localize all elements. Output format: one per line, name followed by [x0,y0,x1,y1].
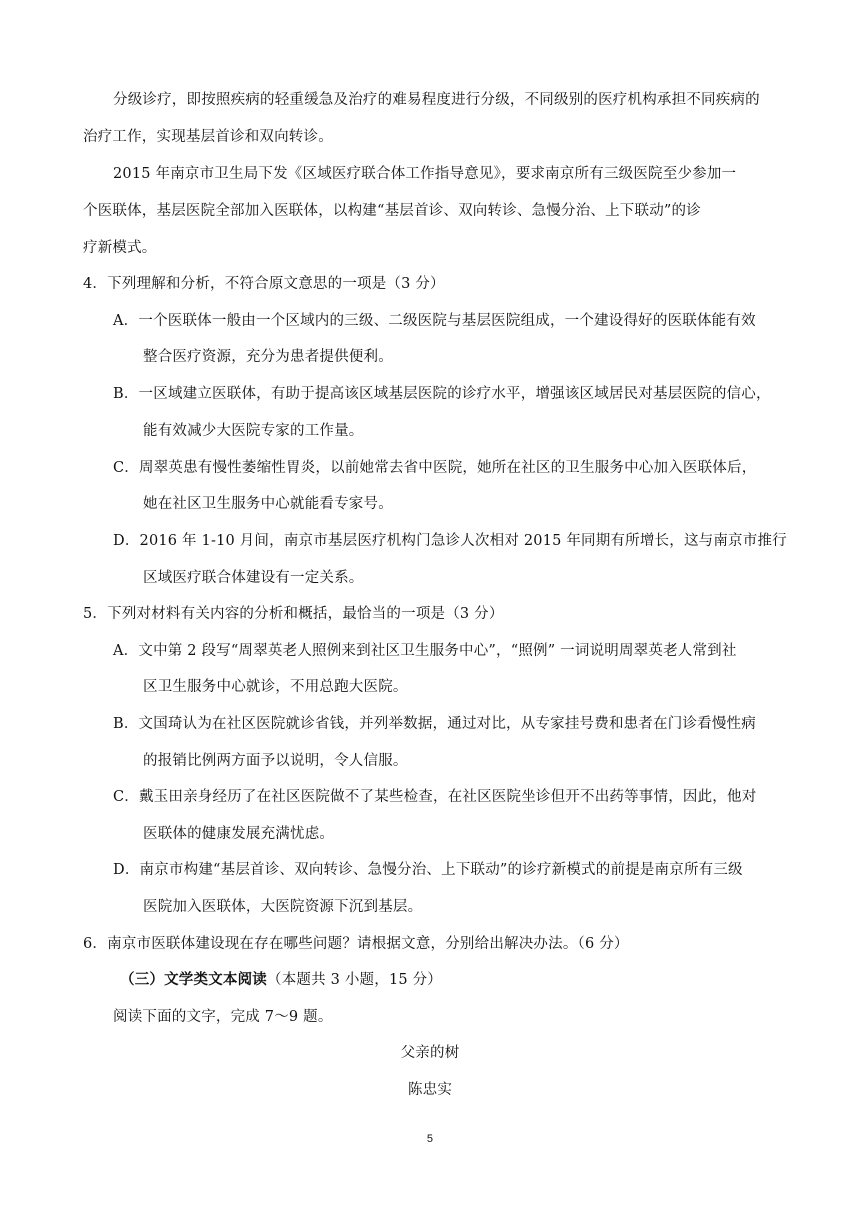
question-4-option-b: B．一区域建立医联体，有助于提高该区域基层医院的诊疗水平，增强该区域居民对基层医院的信心， [113,386,771,402]
question-5-option-c: C．戴玉田亲身经历了在社区医院做不了某些检查，在社区医院坐诊但开不出药等事情，因此，他对 [113,789,757,805]
section-3-heading: （三）文学类文本阅读 [120,971,267,988]
question-4-option-d: D．2016 年 1-10 月间，南京市基层医疗机构门急诊人次相对 2015 年同期有所增长，这与南京市推行 [113,533,787,549]
question-5-option-b: B．文国琦认为在社区医院就诊省钱，并列举数据，通过对比，从专家挂号费和患者在门诊看慢性病 [113,716,756,732]
article-title: 父亲的树 [400,1045,460,1061]
page-number: 5 [426,1133,434,1145]
question-5-stem: 5．下列对材料有关内容的分析和概括，最恰当的一项是（3 分） [83,606,504,622]
question-4-option-c-cont: 她在社区卫生服务中心就能看专家号。 [143,496,393,512]
question-6-stem: 6．南京市医联体建设现在存在哪些问题？请根据文意，分别给出解决办法。（6 分） [83,936,629,952]
paragraph-2-line-1: 2015 年南京市卫生局下发《区域医疗联合体工作指导意见》，要求南京所有三级医院至少参加一 [113,166,737,182]
question-4-option-a: A．一个医联体一般由一个区域内的三级、二级医院与基层医院组成，一个建设得好的医联体能有效 [113,313,756,329]
question-4-option-b-cont: 能有效减少大医院专家的工作量。 [143,423,364,439]
article-author: 陈忠实 [407,1082,453,1098]
paragraph-2-line-3: 疗新模式。 [83,240,157,256]
paragraph-1-line-2: 治疗工作，实现基层首诊和双向转诊。 [83,129,333,145]
question-4-option-d-cont: 区域医疗联合体建设有一定关系。 [143,570,364,586]
question-5-option-d-cont: 医院加入医联体，大医院资源下沉到基层。 [143,899,423,915]
section-3-header [120,970,442,990]
question-5-option-a: A．文中第 2 段写“周翠英老人照例来到社区卫生服务中心”，“照例” 一词说明周翠英老人常到社 [113,643,737,659]
section-3-note: （本题共 3 小题，15 分） [267,972,443,988]
question-4-option-c: C．周翠英患有慢性萎缩性胃炎，以前她常去省中医院，她所在社区的卫生服务中心加入医联体后， [113,460,757,476]
section-3-instruction: 阅读下面的文字，完成 7～9 题。 [113,1009,333,1025]
question-5-option-c-cont: 医联体的健康发展充满忧虑。 [143,826,335,842]
question-4-option-a-cont: 整合医疗资源，充分为患者提供便利。 [143,349,393,365]
question-5-option-a-cont: 区卫生服务中心就诊，不用总跑大医院。 [143,679,408,695]
paragraph-2-line-2: 个医联体，基层医院全部加入医联体，以构建“基层首诊、双向转诊、急慢分治、上下联动”的诊 [83,203,701,219]
paragraph-1-line-1: 分级诊疗，即按照疾病的轻重缓急及治疗的难易程度进行分级，不同级别的医疗机构承担不同疾病的 [113,92,760,108]
question-5-option-d: D．南京市构建“基层首诊、双向转诊、急慢分治、上下联动”的诊疗新模式的前提是南京所有三级 [113,862,743,878]
question-5-option-b-cont: 的报销比例两方面予以说明，令人信服。 [143,753,408,769]
question-4-stem: 4．下列理解和分析，不符合原文意思的一项是（3 分） [83,276,445,292]
